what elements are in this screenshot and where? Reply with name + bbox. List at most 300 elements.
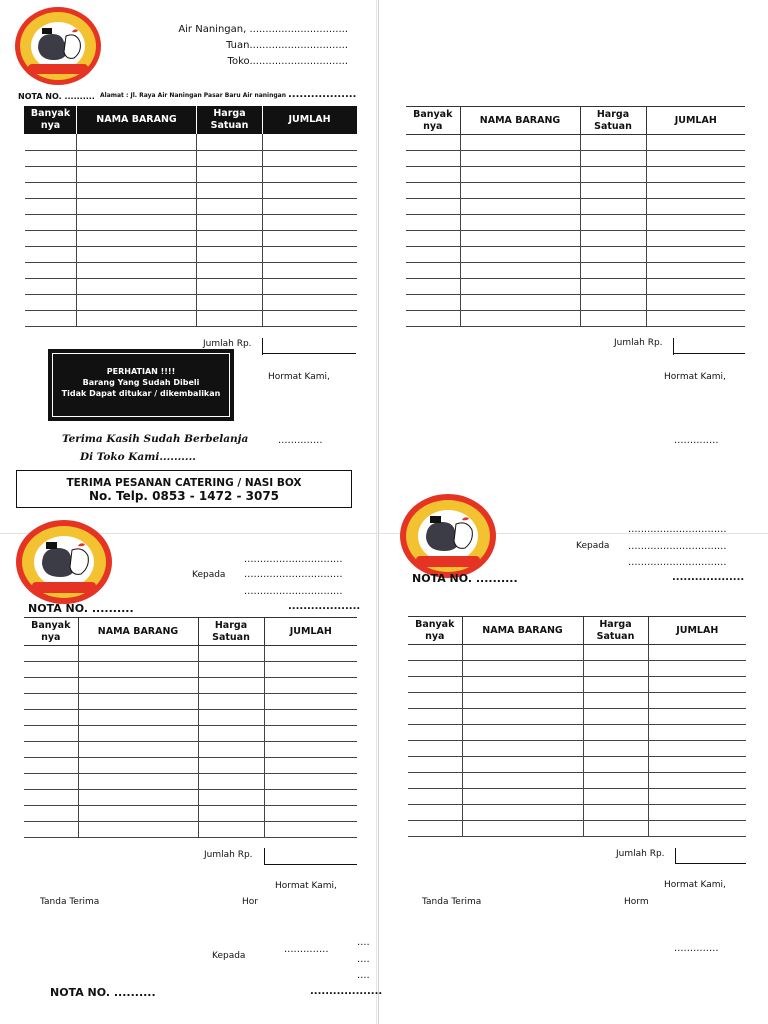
item-name-cell[interactable]: [460, 151, 580, 167]
amount-cell[interactable]: [648, 821, 746, 837]
nota-dots: ...................: [288, 601, 361, 612]
item-name-cell[interactable]: [462, 821, 583, 837]
amount-cell[interactable]: [263, 262, 357, 278]
table-row: [406, 311, 745, 327]
item-name-cell[interactable]: [78, 710, 198, 726]
amount-cell[interactable]: [264, 774, 357, 790]
amount-cell[interactable]: [264, 742, 357, 758]
quantity-cell[interactable]: [25, 294, 77, 310]
quantity-cell[interactable]: [406, 311, 460, 327]
unit-price-cell[interactable]: [197, 230, 263, 246]
unit-price-cell[interactable]: [198, 806, 264, 822]
unit-price-cell[interactable]: [198, 742, 264, 758]
quantity-cell[interactable]: [24, 710, 78, 726]
shop-address: Alamat : Jl. Raya Air Naningan Pasar Baru Air naningan: [100, 92, 286, 99]
item-name-cell[interactable]: [77, 150, 197, 166]
table-row: [24, 822, 357, 838]
quantity-cell[interactable]: [25, 230, 77, 246]
amount-cell[interactable]: [263, 134, 357, 150]
item-name-cell[interactable]: [462, 805, 583, 821]
table-row: [406, 231, 745, 247]
unit-price-cell[interactable]: [583, 661, 648, 677]
item-name-cell[interactable]: [78, 742, 198, 758]
amount-cell[interactable]: [263, 278, 357, 294]
quantity-cell[interactable]: [408, 757, 462, 773]
unit-price-cell[interactable]: [583, 821, 648, 837]
unit-price-cell[interactable]: [583, 773, 648, 789]
table-row: [24, 726, 357, 742]
amount-cell[interactable]: [648, 661, 746, 677]
invoice-table: [406, 106, 745, 327]
amount-cell[interactable]: [648, 789, 746, 805]
unit-price-cell[interactable]: [580, 279, 646, 295]
item-name-cell[interactable]: [462, 725, 583, 741]
amount-cell[interactable]: [264, 790, 357, 806]
amount-cell[interactable]: [263, 230, 357, 246]
table-row: [24, 742, 357, 758]
amount-cell[interactable]: [264, 678, 357, 694]
amount-cell[interactable]: [263, 182, 357, 198]
regards-label: Hormat Kami,: [664, 880, 726, 890]
item-name-cell[interactable]: [77, 214, 197, 230]
item-name-cell[interactable]: [460, 247, 580, 263]
unit-price-cell[interactable]: [198, 758, 264, 774]
table-row: [406, 135, 745, 151]
item-name-cell[interactable]: [77, 310, 197, 326]
catering-banner: [16, 470, 352, 508]
table-row: [25, 198, 357, 214]
quantity-cell[interactable]: [24, 646, 78, 662]
recipient-dots: ...............................: [628, 524, 727, 535]
item-name-cell[interactable]: [77, 134, 197, 150]
item-name-cell[interactable]: [462, 741, 583, 757]
amount-cell[interactable]: [646, 151, 745, 167]
table-row: [25, 262, 357, 278]
amount-cell[interactable]: [646, 199, 745, 215]
unit-price-cell[interactable]: [197, 134, 263, 150]
item-name-cell[interactable]: [77, 198, 197, 214]
col-item-name: NAMA BARANG: [77, 106, 197, 134]
item-name-cell[interactable]: [460, 231, 580, 247]
amount-cell[interactable]: [646, 135, 745, 151]
unit-price-cell[interactable]: [198, 726, 264, 742]
quantity-cell[interactable]: [408, 821, 462, 837]
unit-price-cell[interactable]: [197, 150, 263, 166]
nota-number: NOTA NO. ..........: [50, 986, 156, 999]
table-row: [406, 279, 745, 295]
quantity-cell[interactable]: [406, 279, 460, 295]
col-amount: JUMLAH: [646, 107, 745, 135]
edge-dots: ....: [357, 937, 370, 948]
col-unit-price: Harga Satuan: [580, 107, 646, 135]
item-name-cell[interactable]: [77, 262, 197, 278]
quantity-cell[interactable]: [24, 694, 78, 710]
amount-cell[interactable]: [646, 183, 745, 199]
item-name-cell[interactable]: [78, 758, 198, 774]
amount-cell[interactable]: [263, 150, 357, 166]
item-name-cell[interactable]: [78, 790, 198, 806]
unit-price-cell[interactable]: [197, 246, 263, 262]
item-name-cell[interactable]: [78, 662, 198, 678]
unit-price-cell[interactable]: [198, 790, 264, 806]
unit-price-cell[interactable]: [583, 757, 648, 773]
unit-price-cell[interactable]: [583, 709, 648, 725]
page-fold-line: [376, 0, 377, 1024]
item-name-cell[interactable]: [460, 183, 580, 199]
item-name-cell[interactable]: [78, 806, 198, 822]
item-name-cell[interactable]: [77, 278, 197, 294]
item-name-cell[interactable]: [78, 822, 198, 838]
quantity-cell[interactable]: [406, 295, 460, 311]
quantity-cell[interactable]: [408, 693, 462, 709]
col-item-name: NAMA BARANG: [462, 617, 583, 645]
notice-line: Barang Yang Sudah Dibeli: [82, 378, 200, 387]
quantity-cell[interactable]: [24, 662, 78, 678]
unit-price-cell[interactable]: [197, 262, 263, 278]
signature-dots: ..............: [674, 943, 719, 954]
quantity-cell[interactable]: [408, 741, 462, 757]
item-name-cell[interactable]: [78, 694, 198, 710]
amount-cell[interactable]: [263, 214, 357, 230]
item-name-cell[interactable]: [460, 135, 580, 151]
table-row: [406, 215, 745, 231]
table-row: [406, 247, 745, 263]
receipt-sign-label: Tanda Terima: [422, 897, 482, 907]
quantity-cell[interactable]: [25, 278, 77, 294]
invoice-table: [24, 106, 357, 327]
item-name-cell[interactable]: [460, 199, 580, 215]
recipient-dots: ...............................: [244, 586, 343, 597]
item-name-cell[interactable]: [78, 774, 198, 790]
table-row: [406, 263, 745, 279]
quantity-cell[interactable]: [408, 789, 462, 805]
quantity-cell[interactable]: [24, 742, 78, 758]
total-field[interactable]: [264, 864, 357, 865]
header-tuan-line: Tuan...............................: [226, 40, 348, 51]
item-name-cell[interactable]: [77, 166, 197, 182]
kepada-label: Kepada: [192, 570, 226, 580]
unit-price-cell[interactable]: [198, 694, 264, 710]
unit-price-cell[interactable]: [197, 310, 263, 326]
table-row: [408, 757, 746, 773]
quantity-cell[interactable]: [24, 822, 78, 838]
unit-price-cell[interactable]: [583, 789, 648, 805]
quantity-cell[interactable]: [408, 805, 462, 821]
shop-logo: [398, 492, 498, 578]
item-name-cell[interactable]: [462, 661, 583, 677]
unit-price-cell[interactable]: [197, 278, 263, 294]
table-row: [24, 806, 357, 822]
notice-line: Tidak Dapat ditukar / dikembalikan: [61, 389, 221, 398]
quantity-cell[interactable]: [406, 135, 460, 151]
catering-title: TERIMA PESANAN CATERING / NASI BOX: [66, 477, 302, 489]
unit-price-cell[interactable]: [580, 199, 646, 215]
invoice-table: [24, 617, 357, 838]
amount-cell[interactable]: [648, 757, 746, 773]
signature-dots: ..............: [278, 435, 323, 446]
unit-price-cell[interactable]: [197, 198, 263, 214]
table-row: [406, 183, 745, 199]
item-name-cell[interactable]: [462, 677, 583, 693]
table-row: [408, 821, 746, 837]
unit-price-cell[interactable]: [198, 822, 264, 838]
item-name-cell[interactable]: [78, 726, 198, 742]
unit-price-cell[interactable]: [580, 135, 646, 151]
table-row: [408, 677, 746, 693]
unit-price-cell[interactable]: [583, 693, 648, 709]
quantity-cell[interactable]: [406, 183, 460, 199]
item-name-cell[interactable]: [460, 215, 580, 231]
table-row: [408, 805, 746, 821]
unit-price-cell[interactable]: [580, 183, 646, 199]
col-quantity: Banyak nya: [406, 107, 460, 135]
amount-cell[interactable]: [648, 805, 746, 821]
unit-price-cell[interactable]: [583, 725, 648, 741]
quantity-cell[interactable]: [408, 773, 462, 789]
table-row: [24, 646, 357, 662]
edge-dots: ....: [357, 970, 370, 981]
item-name-cell[interactable]: [460, 263, 580, 279]
regards-label-cut: Horm: [624, 897, 649, 907]
unit-price-cell[interactable]: [580, 231, 646, 247]
item-name-cell[interactable]: [462, 773, 583, 789]
quantity-cell[interactable]: [24, 758, 78, 774]
unit-price-cell[interactable]: [198, 774, 264, 790]
unit-price-cell[interactable]: [580, 151, 646, 167]
col-quantity: Banyak nya: [24, 618, 78, 646]
table-row: [408, 661, 746, 677]
unit-price-cell[interactable]: [198, 662, 264, 678]
quantity-cell[interactable]: [25, 134, 77, 150]
quantity-cell[interactable]: [408, 645, 462, 661]
amount-cell[interactable]: [648, 725, 746, 741]
col-unit-price: Harga Satuan: [583, 617, 648, 645]
nota-number: NOTA NO. ..........: [28, 602, 134, 615]
quantity-cell[interactable]: [406, 231, 460, 247]
quantity-cell[interactable]: [24, 774, 78, 790]
table-row: [25, 150, 357, 166]
item-name-cell[interactable]: [77, 230, 197, 246]
quantity-cell[interactable]: [25, 166, 77, 182]
quantity-cell[interactable]: [406, 151, 460, 167]
amount-cell[interactable]: [264, 710, 357, 726]
amount-cell[interactable]: [264, 646, 357, 662]
thanks-line: Terima Kasih Sudah Berbelanja: [62, 433, 249, 445]
total-field[interactable]: [262, 353, 356, 354]
total-field[interactable]: [673, 353, 745, 354]
unit-price-cell[interactable]: [197, 294, 263, 310]
amount-cell[interactable]: [263, 166, 357, 182]
col-amount: JUMLAH: [264, 618, 357, 646]
amount-cell[interactable]: [263, 198, 357, 214]
amount-cell[interactable]: [263, 246, 357, 262]
item-name-cell[interactable]: [460, 295, 580, 311]
quantity-cell[interactable]: [24, 726, 78, 742]
amount-cell[interactable]: [648, 741, 746, 757]
invoice-table: [408, 616, 746, 837]
amount-cell[interactable]: [648, 693, 746, 709]
notice-box: [48, 349, 234, 421]
table-row: [408, 709, 746, 725]
unit-price-cell[interactable]: [198, 678, 264, 694]
table-row: [406, 167, 745, 183]
item-name-cell[interactable]: [462, 709, 583, 725]
nota-dots: ...................: [672, 572, 745, 583]
thanks-line: Di Toko Kami..........: [80, 451, 196, 463]
unit-price-cell[interactable]: [580, 167, 646, 183]
table-row: [25, 214, 357, 230]
total-label: Jumlah Rp.: [616, 849, 665, 859]
amount-cell[interactable]: [264, 662, 357, 678]
regards-label: Hormat Kami,: [664, 372, 726, 382]
shop-logo: [14, 6, 102, 86]
shop-logo: [14, 518, 114, 604]
quantity-cell[interactable]: [24, 806, 78, 822]
unit-price-cell[interactable]: [580, 247, 646, 263]
quantity-cell[interactable]: [25, 310, 77, 326]
table-row: [25, 230, 357, 246]
col-item-name: NAMA BARANG: [78, 618, 198, 646]
edge-dots: ....: [357, 954, 370, 965]
total-label: Jumlah Rp.: [204, 850, 253, 860]
col-quantity: Banyak nya: [408, 617, 462, 645]
page-divider-vertical: [378, 0, 379, 1024]
total-field[interactable]: [675, 863, 746, 864]
regards-label: Hormat Kami,: [268, 372, 330, 382]
amount-cell[interactable]: [264, 694, 357, 710]
total-label: Jumlah Rp.: [203, 339, 252, 349]
table-row: [406, 151, 745, 167]
table-row: [24, 710, 357, 726]
col-item-name: NAMA BARANG: [460, 107, 580, 135]
item-name-cell[interactable]: [462, 789, 583, 805]
quantity-cell[interactable]: [408, 661, 462, 677]
quantity-cell[interactable]: [408, 677, 462, 693]
table-row: [24, 774, 357, 790]
quantity-cell[interactable]: [25, 150, 77, 166]
item-name-cell[interactable]: [462, 693, 583, 709]
amount-cell[interactable]: [648, 677, 746, 693]
kepada-label-cut: Kepada: [212, 951, 246, 961]
amount-cell[interactable]: [646, 295, 745, 311]
item-name-cell[interactable]: [78, 646, 198, 662]
unit-price-cell[interactable]: [583, 677, 648, 693]
amount-cell[interactable]: [264, 758, 357, 774]
unit-price-cell[interactable]: [197, 214, 263, 230]
regards-label: Hormat Kami,: [275, 881, 337, 891]
amount-cell[interactable]: [646, 231, 745, 247]
quantity-cell[interactable]: [24, 678, 78, 694]
amount-cell[interactable]: [264, 726, 357, 742]
quantity-cell[interactable]: [406, 199, 460, 215]
amount-cell[interactable]: [646, 215, 745, 231]
table-row: [25, 294, 357, 310]
amount-cell[interactable]: [263, 294, 357, 310]
kepada-label: Kepada: [576, 541, 610, 551]
item-name-cell[interactable]: [77, 246, 197, 262]
item-name-cell[interactable]: [462, 757, 583, 773]
quantity-cell[interactable]: [25, 214, 77, 230]
item-name-cell[interactable]: [77, 294, 197, 310]
unit-price-cell[interactable]: [583, 805, 648, 821]
unit-price-cell[interactable]: [197, 166, 263, 182]
item-name-cell[interactable]: [78, 678, 198, 694]
amount-cell[interactable]: [264, 822, 357, 838]
item-name-cell[interactable]: [77, 182, 197, 198]
amount-cell[interactable]: [646, 279, 745, 295]
unit-price-cell[interactable]: [580, 295, 646, 311]
unit-price-cell[interactable]: [580, 215, 646, 231]
amount-cell[interactable]: [648, 773, 746, 789]
item-name-cell[interactable]: [460, 167, 580, 183]
quantity-cell[interactable]: [408, 725, 462, 741]
header-place-line: Air Naningan, ...............................: [178, 24, 348, 35]
header-toko-line: Toko...............................: [227, 56, 348, 67]
table-row: [25, 246, 357, 262]
unit-price-cell[interactable]: [583, 741, 648, 757]
quantity-cell[interactable]: [406, 167, 460, 183]
quantity-cell[interactable]: [406, 247, 460, 263]
catering-phone: No. Telp. 0853 - 1472 - 3075: [88, 489, 280, 503]
quantity-cell[interactable]: [25, 246, 77, 262]
nota-dots: ...................: [310, 986, 383, 997]
quantity-cell[interactable]: [24, 790, 78, 806]
table-row: [24, 662, 357, 678]
item-name-cell[interactable]: [462, 645, 583, 661]
col-amount: JUMLAH: [648, 617, 746, 645]
amount-cell[interactable]: [263, 310, 357, 326]
unit-price-cell[interactable]: [198, 646, 264, 662]
amount-cell[interactable]: [648, 645, 746, 661]
receipt-sign-label: Tanda Terima: [40, 897, 100, 907]
amount-cell[interactable]: [646, 311, 745, 327]
unit-price-cell[interactable]: [198, 710, 264, 726]
table-row: [24, 678, 357, 694]
col-unit-price: Harga Satuan: [197, 106, 263, 134]
quantity-cell[interactable]: [25, 198, 77, 214]
item-name-cell[interactable]: [460, 311, 580, 327]
quantity-cell[interactable]: [25, 182, 77, 198]
amount-cell[interactable]: [264, 806, 357, 822]
quantity-cell[interactable]: [25, 262, 77, 278]
table-row: [24, 790, 357, 806]
unit-price-cell[interactable]: [580, 263, 646, 279]
amount-cell[interactable]: [646, 263, 745, 279]
unit-price-cell[interactable]: [583, 645, 648, 661]
amount-cell[interactable]: [648, 709, 746, 725]
amount-cell[interactable]: [646, 167, 745, 183]
table-row: [25, 278, 357, 294]
quantity-cell[interactable]: [408, 709, 462, 725]
table-row: [408, 725, 746, 741]
nota-number: NOTA NO. ..........: [18, 92, 95, 101]
signature-dots: ..............: [674, 435, 719, 446]
recipient-dots: ...............................: [628, 557, 727, 568]
quantity-cell[interactable]: [406, 215, 460, 231]
quantity-cell[interactable]: [406, 263, 460, 279]
unit-price-cell[interactable]: [580, 311, 646, 327]
table-row: [408, 645, 746, 661]
amount-cell[interactable]: [646, 247, 745, 263]
notice-title: PERHATIAN !!!!: [106, 367, 176, 376]
total-label: Jumlah Rp.: [614, 338, 663, 348]
signature-dots: ..............: [284, 944, 329, 955]
col-quantity: Banyak nya: [25, 106, 77, 134]
unit-price-cell[interactable]: [197, 182, 263, 198]
table-row: [24, 694, 357, 710]
recipient-dots: ...............................: [244, 554, 343, 565]
item-name-cell[interactable]: [460, 279, 580, 295]
